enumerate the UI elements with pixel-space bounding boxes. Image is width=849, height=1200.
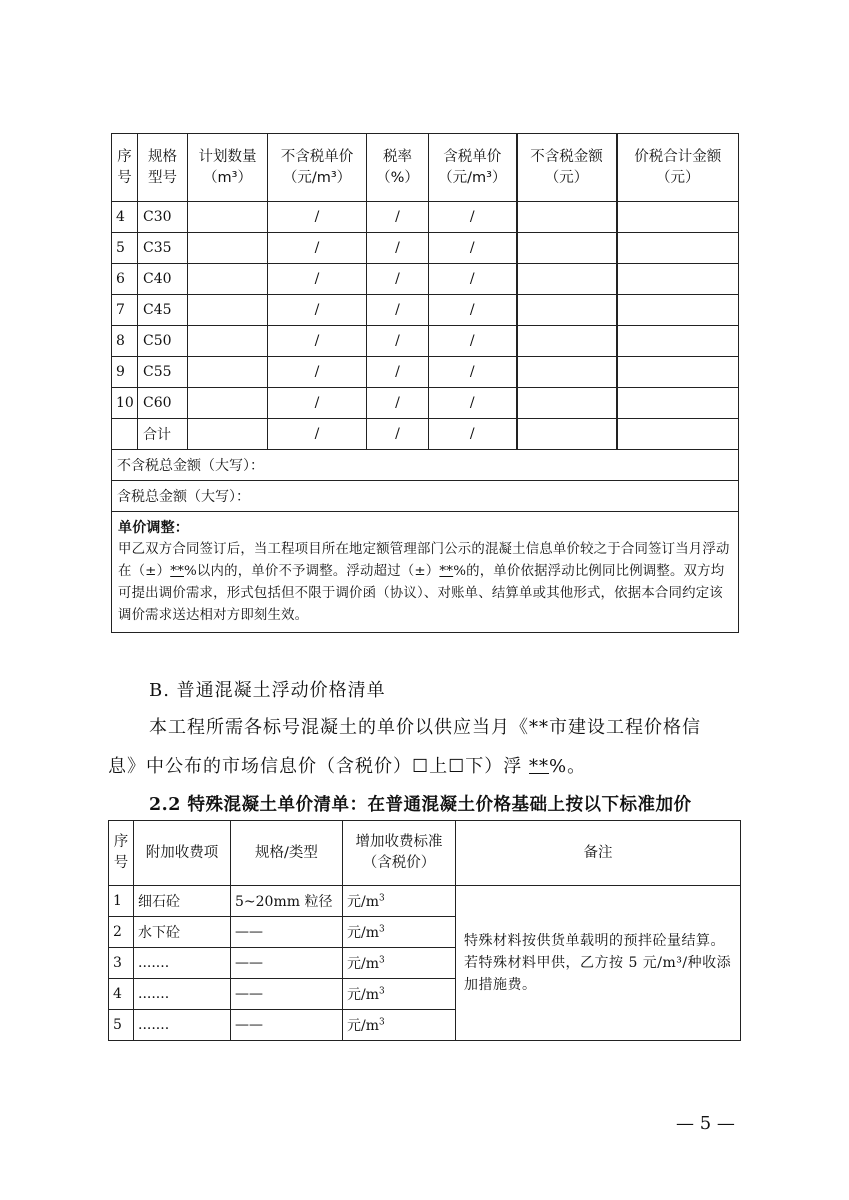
amount-cell (517, 264, 617, 295)
spec-cell: C40 (138, 264, 188, 295)
section-b-title: B. 普通混凝土浮动价格清单 (149, 680, 386, 701)
table-row (112, 295, 739, 326)
total-amount-cell (617, 233, 739, 264)
row-number: 6 (112, 264, 138, 295)
table-row (109, 886, 741, 917)
section-b-line2: 息》中公布的市场信息价（含税价）☐上☐下）浮 **%。 (108, 756, 587, 777)
quantity-cell (188, 388, 268, 419)
unit-cell: 元$/m^3$ (343, 1010, 456, 1041)
quantity-cell (188, 264, 268, 295)
unit-cell: 元$/m^3$ (343, 886, 456, 917)
amount-cell (517, 233, 617, 264)
item-cell: 水下砼 (134, 917, 231, 948)
spec-cell: —— (231, 917, 343, 948)
tax-rate-cell: / (367, 202, 429, 233)
header-cell: 增加收费标准 （含税价） (343, 821, 456, 886)
tax-price-cell: / (429, 419, 517, 450)
tax-rate-cell: / (367, 388, 429, 419)
note-text: 甲乙双方合同签订后，当工程项目所在地定额管理部门公示的混凝土信息单价较之于合同签订当月浮动在（±） (118, 542, 730, 579)
amount-cell (517, 295, 617, 326)
header-cell: 计划数量 （m³） (188, 134, 268, 202)
total-amount-cell (617, 326, 739, 357)
header-cell: 不含税单价 （元/m³） (268, 134, 367, 202)
price-cell: / (268, 388, 367, 419)
total-amount-cell (617, 388, 739, 419)
tax-rate-cell: / (367, 264, 429, 295)
quantity-cell (188, 326, 268, 357)
row-number: 7 (112, 295, 138, 326)
header-cell: 序 号 (112, 134, 138, 202)
spec-cell: 5~20mm 粒径 (231, 886, 343, 917)
price-cell: / (268, 264, 367, 295)
row-number (112, 419, 138, 450)
header-cell: 价税合计金额 （元） (617, 134, 739, 202)
table-row (112, 388, 739, 419)
spec-cell: C30 (138, 202, 188, 233)
tax-rate-cell: / (367, 419, 429, 450)
note-text: %以内的，单价不予调整。浮动超过（±） (184, 564, 440, 579)
tax-rate-cell: / (367, 295, 429, 326)
header-cell: 规格 型号 (138, 134, 188, 202)
tax-rate-cell: / (367, 357, 429, 388)
item-cell: ....... (134, 948, 231, 979)
tax-price-cell: / (429, 357, 517, 388)
row-number: 1 (109, 886, 134, 917)
tax-rate-cell: / (367, 233, 429, 264)
total-amount-cell (617, 202, 739, 233)
total-amount-cell (617, 264, 739, 295)
item-cell: ....... (134, 979, 231, 1010)
header-cell: 序 号 (109, 821, 134, 886)
price-adjustment-row (112, 512, 739, 633)
total-amount-cell (617, 295, 739, 326)
spec-cell: —— (231, 1010, 343, 1041)
amount-cell (517, 388, 617, 419)
total-incl-tax-label: 含税总金额（大写）： (112, 481, 739, 512)
tax-price-cell: / (429, 233, 517, 264)
note-pct: ** (439, 564, 454, 579)
unit-cell: 元$/m^3$ (343, 917, 456, 948)
spec-cell: —— (231, 979, 343, 1010)
tax-price-cell: / (429, 202, 517, 233)
row-number: 4 (109, 979, 134, 1010)
total-amount-cell (617, 357, 739, 388)
header-cell: 含税单价 （元/m³） (429, 134, 517, 202)
special-concrete-table (108, 820, 741, 1041)
quantity-cell (188, 357, 268, 388)
table-row (112, 419, 739, 450)
spec-cell: C35 (138, 233, 188, 264)
spec-cell: C45 (138, 295, 188, 326)
amount-cell (517, 419, 617, 450)
table-row (112, 264, 739, 295)
price-cell: / (268, 326, 367, 357)
item-cell: 细石砼 (134, 886, 231, 917)
quantity-cell (188, 295, 268, 326)
price-cell: / (268, 202, 367, 233)
header-cell: 备注 (456, 821, 741, 886)
note-title: 单价调整： (118, 520, 189, 536)
spec-cell: 合计 (138, 419, 188, 450)
table-header-row (109, 821, 741, 886)
price-cell: / (268, 357, 367, 388)
tax-price-cell: / (429, 295, 517, 326)
item-cell: ....... (134, 1010, 231, 1041)
row-number: 8 (112, 326, 138, 357)
note-pct: ** (170, 564, 184, 579)
note-text: %的，单价依据浮动比例同比例调整。双方均可提出调价需求，形式包括但不限于调价函（协议）、对账单、结算单或其他形式，依据本合同约定该调价需求送达相对方即刻生效。 (118, 564, 725, 623)
quantity-cell (188, 202, 268, 233)
table-row (112, 233, 739, 264)
row-number: 5 (112, 233, 138, 264)
price-cell: / (268, 295, 367, 326)
price-cell: / (268, 233, 367, 264)
header-cell: 规格/类型 (231, 821, 343, 886)
spec-cell: C50 (138, 326, 188, 357)
remark-cell: 特殊材料按供货单载明的预拌砼量结算。 若特殊材料甲供，乙方按 5 元/m³/种收添加措施费。 (456, 886, 741, 1041)
price-adjustment-note (112, 512, 739, 633)
header-cell: 附加收费项 (134, 821, 231, 886)
total-amount-cell (617, 419, 739, 450)
table-row (112, 202, 739, 233)
spec-cell: C55 (138, 357, 188, 388)
price-cell: / (268, 419, 367, 450)
total-excl-tax-row (112, 450, 739, 481)
row-number: 10 (112, 388, 138, 419)
row-number: 9 (112, 357, 138, 388)
tax-price-cell: / (429, 388, 517, 419)
row-number: 5 (109, 1010, 134, 1041)
amount-cell (517, 357, 617, 388)
row-number: 3 (109, 948, 134, 979)
row-number: 2 (109, 917, 134, 948)
total-incl-tax-row (112, 481, 739, 512)
concrete-price-table (111, 133, 739, 633)
spec-cell: —— (231, 948, 343, 979)
section-2-2-title: 2.2 特殊混凝土单价清单：在普通混凝土价格基础上按以下标准加价 (149, 795, 692, 815)
unit-cell: 元$/m^3$ (343, 979, 456, 1010)
quantity-cell (188, 419, 268, 450)
unit-cell: 元$/m^3$ (343, 948, 456, 979)
amount-cell (517, 202, 617, 233)
table-header-row (112, 134, 739, 202)
page-number: — 5 — (676, 1113, 735, 1134)
total-excl-tax-label: 不含税总金额（大写）： (112, 450, 739, 481)
quantity-cell (188, 233, 268, 264)
row-number: 4 (112, 202, 138, 233)
table-row (112, 357, 739, 388)
header-cell: 不含税金额 （元） (517, 134, 617, 202)
spec-cell: C60 (138, 388, 188, 419)
tax-rate-cell: / (367, 326, 429, 357)
section-b-line1: 本工程所需各标号混凝土的单价以供应当月《**市建设工程价格信 (149, 717, 701, 738)
amount-cell (517, 326, 617, 357)
tax-price-cell: / (429, 326, 517, 357)
table-row (112, 326, 739, 357)
header-cell: 税率 （%） (367, 134, 429, 202)
tax-price-cell: / (429, 264, 517, 295)
